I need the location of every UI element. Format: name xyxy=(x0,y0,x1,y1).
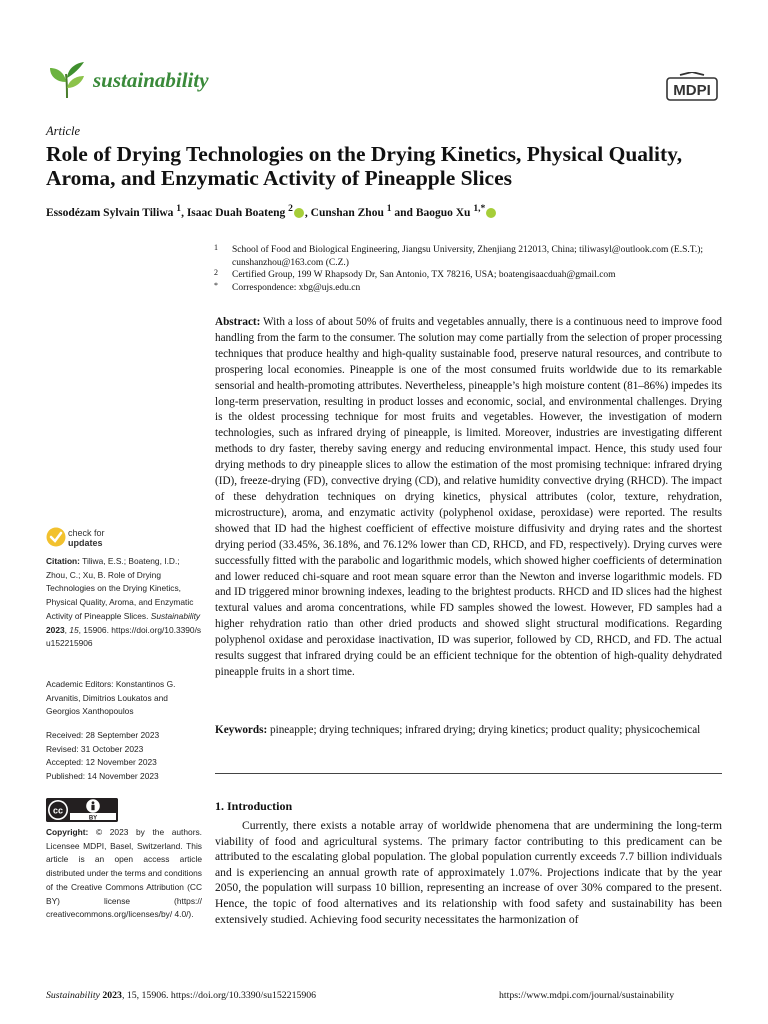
journal-name: sustainability xyxy=(93,68,209,92)
abstract xyxy=(215,315,722,681)
keywords xyxy=(215,723,722,739)
keywords-text: pineapple; drying techniques; infrared drying; drying kinetics; product quality; physicochemical xyxy=(270,724,701,736)
copyright-notice: Copyright: © 2023 by the authors. Licensee MDPI, Basel, Switzerland. This article is an open access article distributed under the terms and conditions of the Creative Commons Attribution (CC BY) license (https:// creativecommons.org/licenses/by/ 4.0/). xyxy=(46,827,203,920)
section-divider xyxy=(215,773,722,774)
affiliations xyxy=(214,244,734,295)
section-heading: 1. Introduction xyxy=(215,799,293,813)
article-type: Article xyxy=(46,124,81,138)
orcid-icon[interactable] xyxy=(294,208,304,218)
date-received: Received: 28 September 2023 xyxy=(46,730,160,740)
cc-by-license-icon[interactable] xyxy=(46,798,118,822)
author-affil-sup: 1,* xyxy=(473,203,486,214)
author-name: Essodézam Sylvain Tiliwa xyxy=(46,206,174,219)
date-published: Published: 14 November 2023 xyxy=(46,771,159,782)
author-list: Essodézam Sylvain Tiliwa $^1$, Isaac Duah Boateng $^2$ , Cunshan Zhou $^1$ and Baoguo Xu $^{1,*}$ xyxy=(46,203,736,219)
abstract-label: Abstract: xyxy=(215,316,261,328)
keywords-label: Keywords: xyxy=(215,724,268,736)
citation-doi-link[interactable]: https://doi.org/10.3390/su152215906 xyxy=(46,624,202,649)
orcid-icon[interactable] xyxy=(486,208,496,218)
author-name: Isaac Duah Boateng xyxy=(186,206,286,219)
author-name: Cunshan Zhou xyxy=(310,206,384,219)
correspondence: * Correspondence: xbg@ujs.edu.cn xyxy=(214,281,361,294)
mdpi-logo-text: MDPI xyxy=(673,82,711,99)
article-title: Role of Drying Technologies on the Drying Kinetics, Physical Quality, Aroma, and Enzymatic Activity of Pineapple Slices xyxy=(46,142,683,190)
introduction-text: Currently, there exists a notable array of worldwide phenomena that are undermining the long-term viability of food and agricultural systems. The primary factor contributing to this predicament can be attributed to the escalating global population. The global population currently exceeds 7.7 billion individuals and is experiencing an annual growth rate of approximately 1.07%. Projections indicate that by the year 2050, the population will surpass 10 billion, representing an increase of over 30% compared to the present. Hence, the topic of food alternatives and its relationship with food safety and sustainability has been extensively studied. Achieving food security necessitates the harmonization of xyxy=(215,819,722,926)
check-for-updates-label[interactable]: check for updates xyxy=(68,528,105,548)
citation: Citation: Tiliwa, E.S.; Boateng, I.D.; Zhou, C.; Xu, B. Role of Drying Technologies on the Drying Kinetics, Physical Quality, Aroma, and Enzymatic Activity of Pineapple Slices. Sustainability 2023, 15, 15906. https://doi.org/10.3390/su152215906 xyxy=(46,556,202,649)
journal-logo-icon xyxy=(46,60,88,102)
author-name: Baoguo Xu xyxy=(415,206,471,219)
author-affil-sup: 1 xyxy=(176,203,182,214)
affiliation-item: 1 School of Food and Biological Engineering, Jiangsu University, Zhenjiang 212013, China; tiliwasyl@outlook.com (E.S.T.); cunshanzhou@163.com (C.Z.) xyxy=(214,243,704,268)
date-accepted: Accepted: 12 November 2023 xyxy=(46,757,157,768)
publication-dates xyxy=(46,729,202,784)
svg-text:cc: cc xyxy=(52,805,64,816)
license-badge-text: BY xyxy=(88,815,98,822)
author-affil-sup: 1 xyxy=(386,203,392,214)
date-revised: Revised: 31 October 2023 xyxy=(46,743,144,754)
mdpi-logo xyxy=(666,72,718,102)
author-affil-sup: 2 xyxy=(288,203,293,214)
footer-citation: Sustainability 2023, 15, 15906. https://doi.org/10.3390/su152215906 xyxy=(46,990,317,1001)
affiliation-item: 2 Certified Group, 199 W Rhapsody Dr, San Antonio, TX 78216, USA; boatengisaacduah@gmail.com xyxy=(214,268,616,281)
footer-journal-url[interactable]: https://www.mdpi.com/journal/sustainability xyxy=(499,990,675,1001)
check-for-updates-icon[interactable] xyxy=(46,527,66,547)
academic-editors: Academic Editors: Konstantinos G. Arvanitis, Dimitrios Loukatos and Georgios Xanthopoulos xyxy=(46,679,176,717)
abstract-text: With a loss of about 50% of fruits and vegetables annually, there is a continuous need to improve food handling from the farm to the consumer. The solution may come partially from the selection of proper processing techniques that produce healthy and high-quality sustainable food, preserve natural resources, and contribute to prospering local economies. Pineapple is one of the most consumed fruits worldwide due to its remarkable sensorial and health-promoting attributes. Nevertheless, pineapple’s high moisture content (81–86%) impedes its long-term preservation, resulting in product losses and economic, social, and environmental challenges. Drying is the oldest processing technique for most fruits and vegetables. However, the investigation of modern technologies, such as infrared drying of pineapple, is limited. Moreover, industries are investigating different methods to dry faster, thereby saving energy and reducing environmental impact. Hence, this study used four drying methods to dry pineapple slices to allow the estimation of the most promising technique: infrared drying (ID), freeze-drying (FD), convective drying (CD), and relative humidity convective drying (RHCD). The impact of these dehydration techniques on drying kinetics, physical attributes (color, texture, rehydration, microstructure), aroma, and enzymatic activity (polyphenol oxidase, peroxidase) were reported. The results showed that ID had the highest coefficient of effective moisture diffusivity and drying rates and the shortest drying period (33.45%, 36.18%, and 76.12% lower than CD, RHCD, and FD, respectively). Drying curves were successfully fitted with the parabolic and logarithmic models, which showed higher coefficients of determination and lower reduced chi-square and root mean square error than the Newton and inverse logarithmic models. FD and ID triggered minor browning indexes, leading to the brightest products. RHCD and ID slices had the highest textural values and aroma concentrations, while FD samples showed the lowest. However, FD samples had a higher rehydration ratio than other dried products and showed slight structural modifications. Regarding polyphenol oxidase and peroxidase inactivation, ID was superior, followed by CD, RHCD, and FD. The actual results suggest that infrared drying could be an efficient technique for the obtention of high-quality dehydrated pineapple fruits in a short time. xyxy=(215,316,722,678)
